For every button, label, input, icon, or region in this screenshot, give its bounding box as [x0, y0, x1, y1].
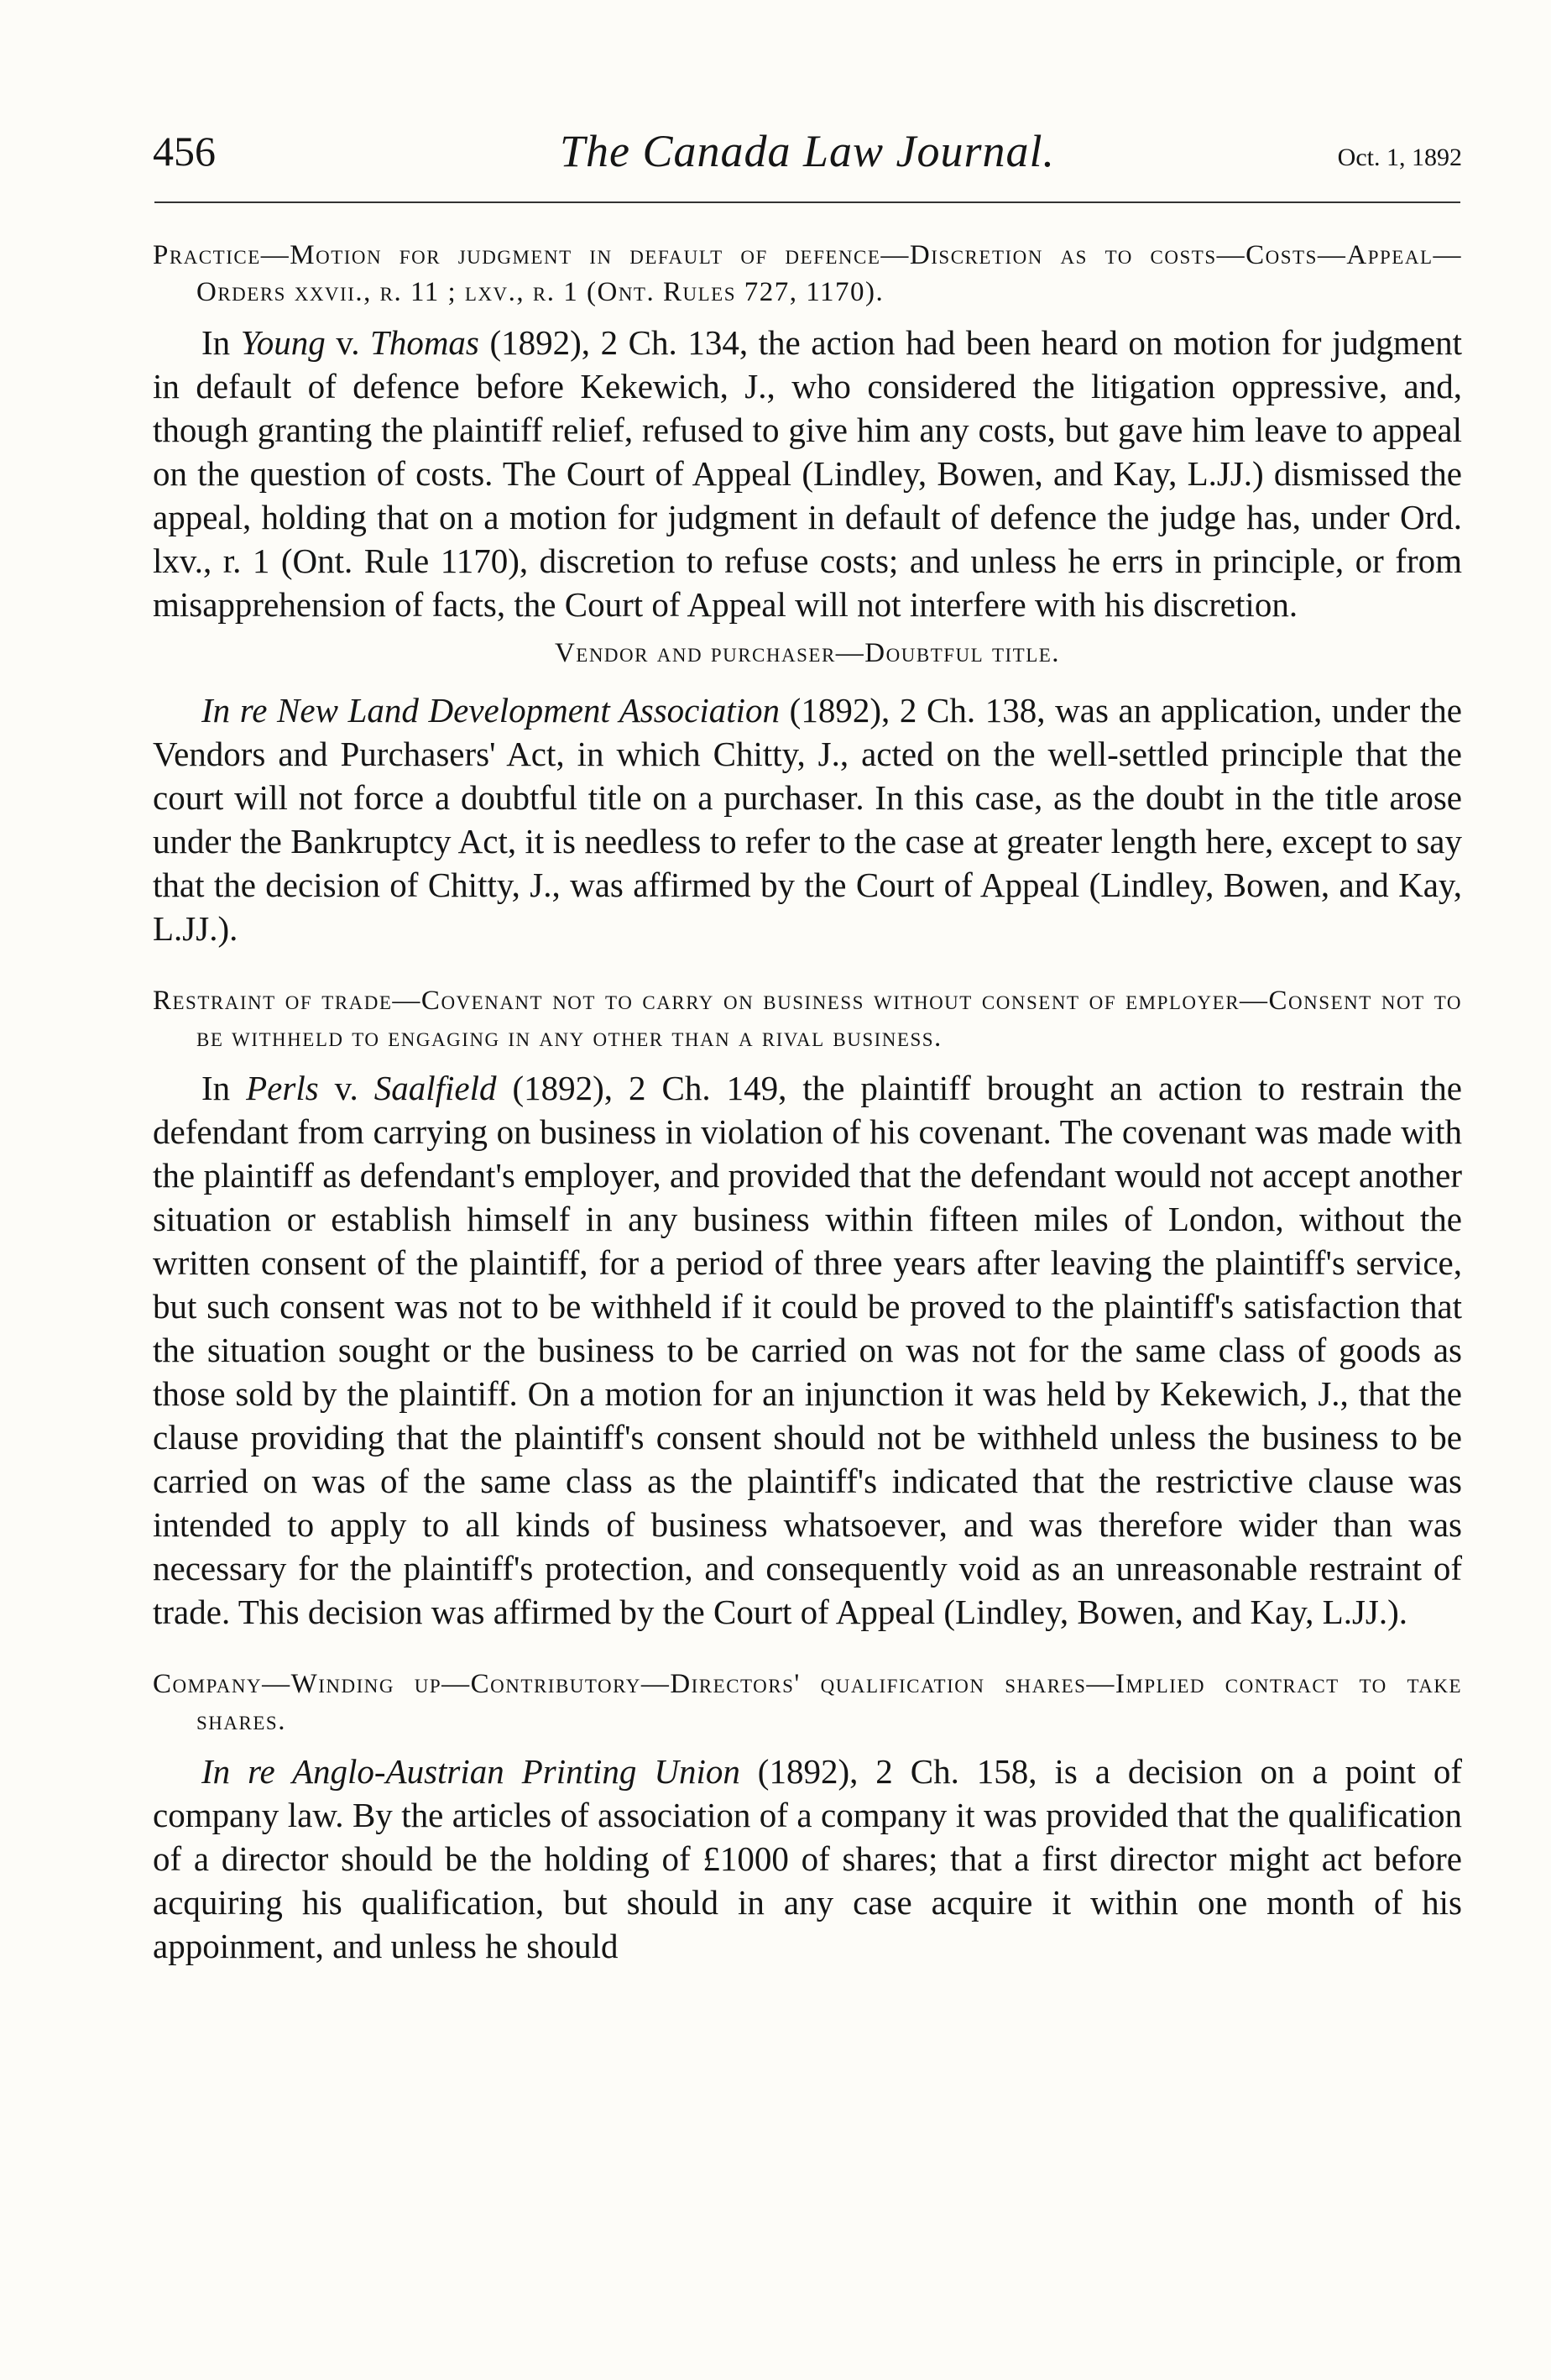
paragraph-text: In [201, 1069, 247, 1107]
paragraph-text: v. [325, 323, 371, 362]
paragraph-text: (1892), 2 Ch. 134, the action had been heard on motion for judgment in default of defence before Kekewich, J., who considered the litigation oppressive, and, though granting the plaintiff relief, refused to give him any costs, but gave him leave to appeal on the question of costs. The Court of Appeal (Lindley, Bowen, and Kay, L.JJ.) dismissed the appeal, holding that on a motion for judgment in default of defence the judge has, under Ord. lxv., r. 1 (Ont. Rule 1170), discretion to refuse costs; and unless he errs in principle, or from misapprehension of facts, the Court of Appeal will not interfere with his discretion. [153, 323, 1462, 624]
section-paragraph-practice [153, 321, 1462, 626]
article-body [153, 237, 1462, 1968]
section-heading-vendor: Vendor and purchaser—Doubtful title. [554, 638, 1061, 668]
case-name: In re New Land Development Association [201, 691, 781, 730]
issue-date: Oct. 1, 1892 [1337, 144, 1462, 171]
section-heading-company: Company—Winding up—Contributory—Directors' qualification shares—Implied contract to take shares. [153, 1669, 1462, 1736]
case-name: Thomas [370, 323, 479, 362]
case-name: Perls [246, 1069, 319, 1107]
section-paragraph-restraint [153, 1066, 1462, 1634]
paragraph-text: In [201, 323, 241, 362]
page-number: 456 [153, 128, 216, 175]
paragraph-text: v. [318, 1069, 374, 1107]
journal-title: The Canada Law Journal. [559, 126, 1056, 176]
running-head [153, 118, 1462, 185]
section-heading-restraint: Restraint of trade—Covenant not to carry on business without consent of employer—Consent not to be withheld to engaging in any other than a rival business. [153, 986, 1462, 1053]
case-name: Young [240, 323, 326, 362]
paragraph-text: (1892), 2 Ch. 158, is a decision on a point of company law. By the articles of association of a company it was provided that the qualification of a director should be the holding of £1000 of shares; that a first director might act before acquiring his qualification, but should in any case acquire it within one month of his appoinment, and unless he should [153, 1752, 1462, 1965]
case-name: Saalfield [373, 1069, 497, 1107]
section-paragraph-company [153, 1750, 1462, 1968]
header-rule [154, 201, 1460, 203]
paragraph-text: (1892), 2 Ch. 149, the plaintiff brought an action to restrain the defendant from carrying on business in violation of his covenant. The covenant was made with the plaintiff as defendant's employer, and provided that the defendant would not accept another situation or establish himself in any business within fifteen miles of London, without the written consent of the plaintiff, for a period of three years after leaving the plaintiff's service, but such consent was not to be withheld if it could be proved to the plaintiff's satisfaction that the situation sought or the business to be carried on was not for the same class of goods as those sold by the plaintiff. On a motion for an injunction it was held by Kekewich, J., that the clause providing that the plaintiff's consent should not be withheld unless the business to be carried on was of the same class as the plaintiff's indicated that the restrictive clause was intended to apply to all kinds of business whatsoever, and was therefore wider than was necessary for the plaintiff's protection, and consequently void as an unreasonable restraint of trade. This decision was affirmed by the Court of Appeal (Lindley, Bowen, and Kay, L.JJ.). [153, 1069, 1462, 1631]
section-heading-practice: Practice—Motion for judgment in default of defence—Discretion as to costs—Costs—Appeal—Orders xxvii., r. 11 ; lxv., r. 1 (Ont. Rules 727, 1170). [153, 240, 1462, 307]
section-paragraph-vendor [153, 688, 1462, 950]
case-name: In re Anglo-Austrian Printing Union [201, 1752, 740, 1791]
paragraph-text: (1892), 2 Ch. 138, was an application, under the Vendors and Purchasers' Act, in which Chitty, J., acted on the well-settled principle that the court will not force a doubtful title on a purchaser. In this case, as the doubt in the title arose under the Bankruptcy Act, it is needless to refer to the case at greater length here, except to say that the decision of Chitty, J., was affirmed by the Court of Appeal (Lindley, Bowen, and Kay, L.JJ.). [153, 691, 1462, 948]
